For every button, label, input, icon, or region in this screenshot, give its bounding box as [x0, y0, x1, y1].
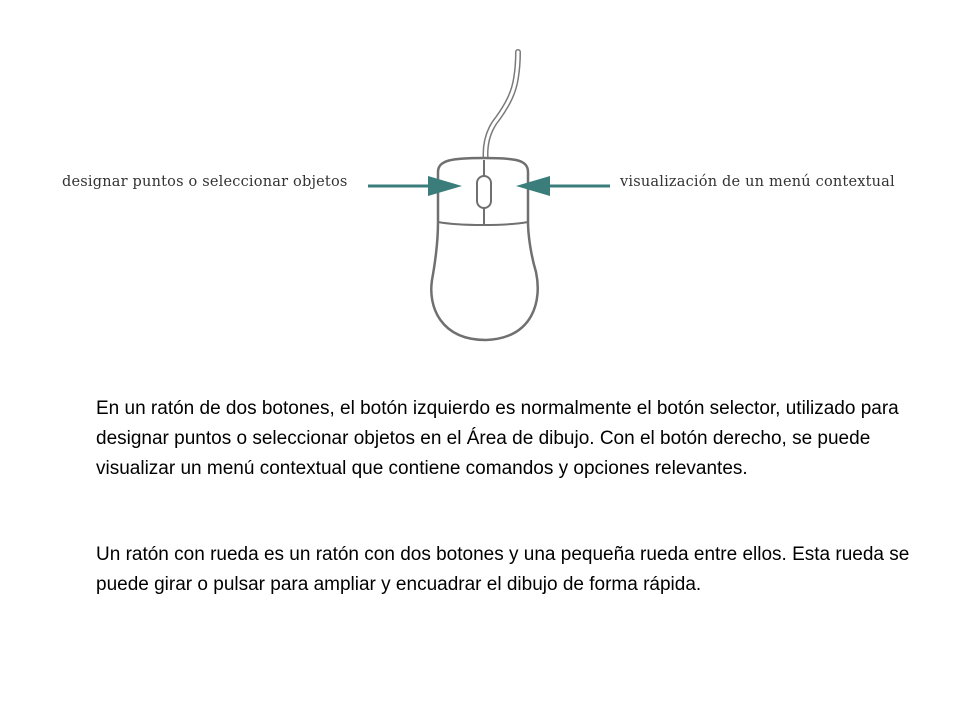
right-button-label: visualización de un menú contextual [620, 174, 895, 190]
mouse-cable [486, 52, 519, 163]
paragraph-two-button-mouse: En un ratón de dos botones, el botón izquierdo es normalmente el botón selector, utilizado para designar puntos o seleccionar objetos en el Área de dibujo. Con el botón derecho, se puede visualizar un menú contextual que contiene comandos y opciones relevantes. [96, 398, 899, 479]
left-button-label: designar puntos o seleccionar objetos [62, 174, 348, 190]
paragraph-wheel-mouse: Un ratón con rueda es un ratón con dos botones y una pequeña rueda entre ellos. Esta rueda se puede girar o pulsar para ampliar y encuadrar el dibujo de forma rápida. [96, 544, 910, 595]
scroll-wheel [477, 176, 491, 208]
right-arrow [516, 176, 610, 196]
